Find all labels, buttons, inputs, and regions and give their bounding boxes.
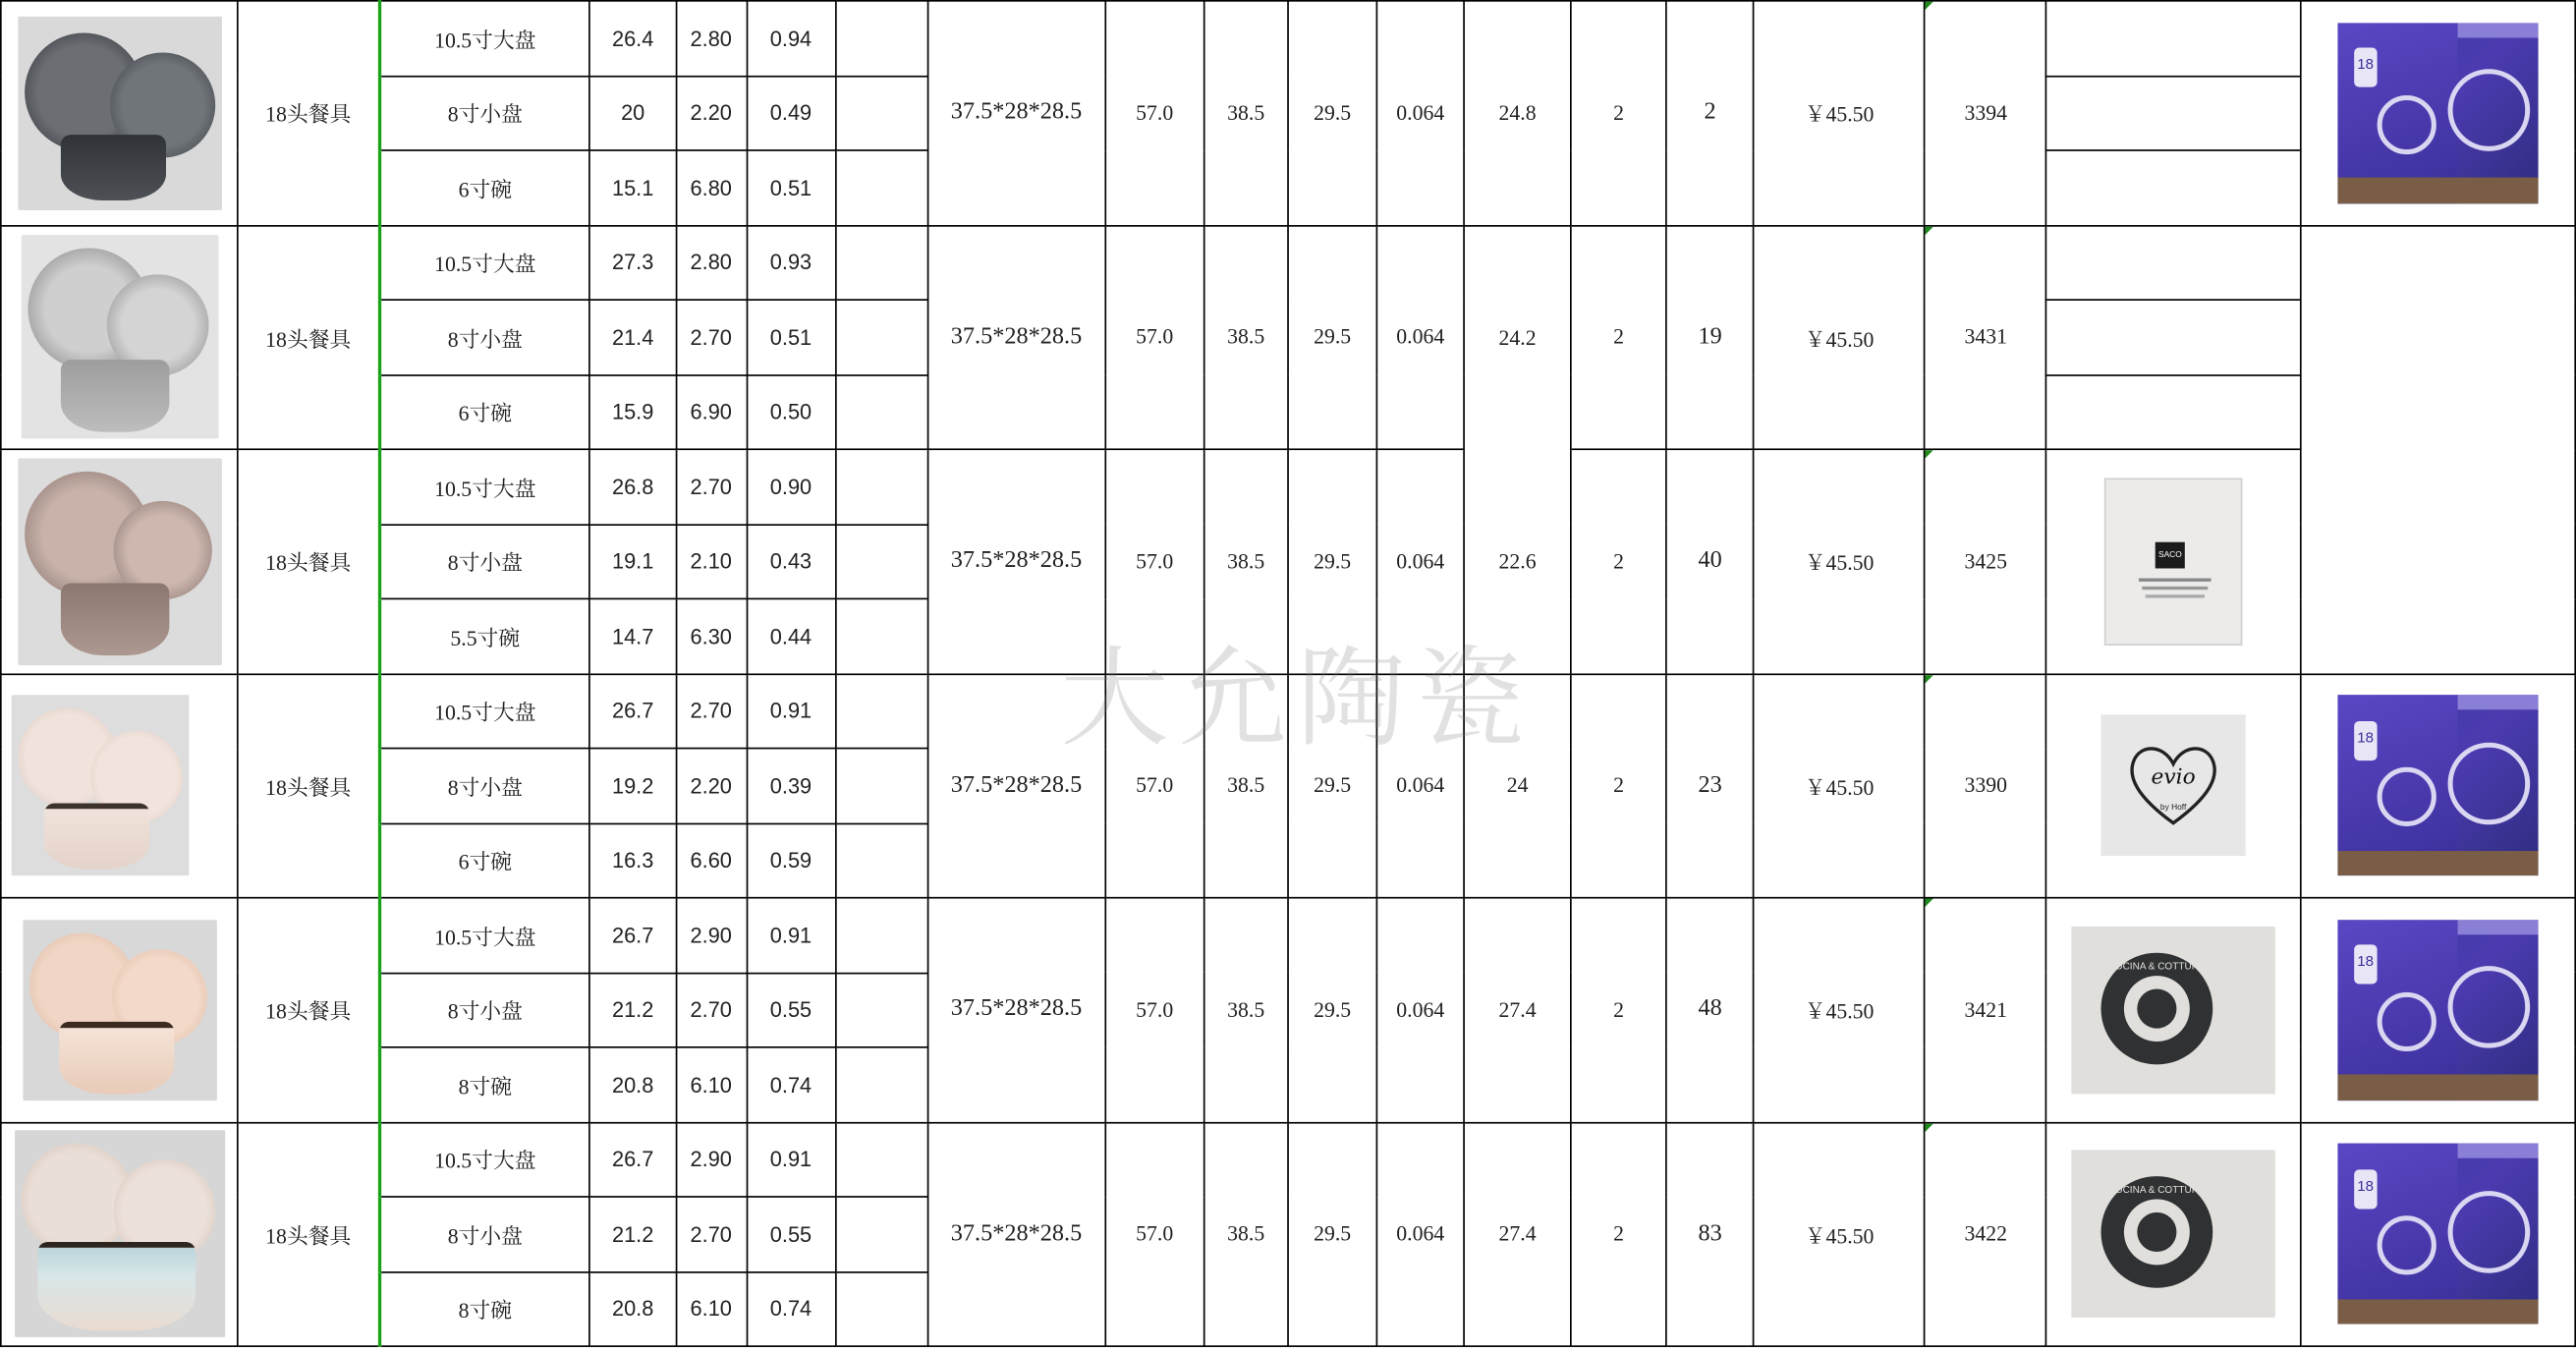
package-photo-cell	[2300, 225, 2575, 673]
item-height: 6.10	[676, 1047, 747, 1122]
price: ￥45.50	[1754, 449, 1925, 673]
item-diameter: 26.7	[590, 673, 676, 748]
table-row	[1, 449, 2575, 524]
item-name: 8寸小盘	[379, 76, 589, 150]
empty-cell	[835, 1047, 927, 1122]
item-height: 2.70	[676, 673, 747, 748]
price: ￥45.50	[1754, 898, 1925, 1122]
table-row	[1, 225, 2575, 300]
cucina-cottura-logo-icon	[2071, 1151, 2274, 1319]
cbm: 0.064	[1376, 898, 1464, 1122]
value-1: 57.0	[1105, 225, 1204, 449]
item-weight: 0.74	[747, 1047, 835, 1122]
empty-cell	[835, 225, 927, 300]
purple-gift-box-icon: 18	[2337, 23, 2538, 203]
gross-weight: 27.4	[1464, 1122, 1571, 1346]
price: ￥45.50	[1754, 673, 1925, 897]
value-1: 57.0	[1105, 1, 1204, 225]
item-weight: 0.93	[747, 225, 835, 300]
item-diameter: 26.8	[590, 449, 676, 524]
value-3: 29.5	[1288, 449, 1376, 673]
gross-weight: 22.6	[1464, 449, 1571, 673]
cbm: 0.064	[1376, 1122, 1464, 1346]
label-cell	[2046, 374, 2300, 449]
item-weight: 0.91	[747, 1122, 835, 1197]
evio-logo-icon	[2101, 715, 2246, 857]
item-name: 8寸碗	[379, 1047, 589, 1122]
set-name: 18头餐具	[238, 225, 379, 449]
item-height: 2.90	[676, 898, 747, 973]
quantity: 48	[1666, 898, 1754, 1122]
item-height: 2.70	[676, 300, 747, 374]
package-photo-cell	[2300, 1122, 2575, 1346]
item-name: 10.5寸大盘	[379, 1122, 589, 1197]
value-1: 57.0	[1105, 449, 1204, 673]
quantity: 2	[1666, 1, 1754, 225]
cbm: 0.064	[1376, 673, 1464, 897]
item-weight: 0.51	[747, 300, 835, 374]
item-height: 2.70	[676, 449, 747, 524]
label-cell	[2046, 898, 2300, 1122]
empty-cell	[835, 973, 927, 1047]
saco-label-icon: SACO	[2104, 478, 2243, 646]
label-cell	[2046, 673, 2300, 897]
package-photo-cell	[2300, 898, 2575, 1122]
item-diameter: 20.8	[590, 1271, 676, 1346]
item-weight: 0.94	[747, 1, 835, 76]
item-diameter: 16.3	[590, 823, 676, 898]
item-name: 10.5寸大盘	[379, 673, 589, 748]
table-row	[1, 1122, 2575, 1197]
empty-cell	[835, 598, 927, 673]
item-weight: 0.90	[747, 449, 835, 524]
value-2: 38.5	[1204, 1122, 1287, 1346]
empty-cell	[835, 1271, 927, 1346]
sets-per-carton: 2	[1571, 225, 1666, 449]
value-1: 57.0	[1105, 898, 1204, 1122]
value-2: 38.5	[1204, 449, 1287, 673]
product-photo-cell	[1, 673, 238, 897]
empty-cell	[835, 898, 927, 973]
item-diameter: 21.2	[590, 973, 676, 1047]
product-photo-cell	[1, 1, 238, 225]
empty-cell	[835, 300, 927, 374]
item-height: 2.20	[676, 749, 747, 823]
empty-cell	[835, 673, 927, 748]
svg-text:evio: evio	[2151, 764, 2196, 790]
item-diameter: 20.8	[590, 1047, 676, 1122]
svg-text:by Hoff: by Hoff	[2160, 802, 2187, 813]
gross-weight: 24.8	[1464, 1, 1571, 225]
label-cell	[2046, 449, 2300, 673]
item-code: 3422	[1925, 1122, 2046, 1346]
item-height: 6.80	[676, 150, 747, 225]
price: ￥45.50	[1754, 225, 1925, 449]
item-diameter: 15.1	[590, 150, 676, 225]
set-name: 18头餐具	[238, 898, 379, 1122]
value-1: 57.0	[1105, 1122, 1204, 1346]
item-height: 2.80	[676, 225, 747, 300]
package-photo-cell	[2300, 673, 2575, 897]
item-name: 8寸小盘	[379, 749, 589, 823]
quantity: 23	[1666, 673, 1754, 897]
empty-cell	[835, 524, 927, 598]
item-diameter: 19.2	[590, 749, 676, 823]
empty-cell	[835, 449, 927, 524]
empty-cell	[835, 1197, 927, 1271]
package-photo-cell	[2300, 1, 2575, 225]
item-name: 8寸小盘	[379, 300, 589, 374]
gross-weight: 24.2	[1464, 225, 1571, 449]
label-cell	[2046, 1122, 2300, 1346]
value-2: 38.5	[1204, 673, 1287, 897]
cbm: 0.064	[1376, 449, 1464, 673]
carton-size: 37.5*28*28.5	[927, 449, 1105, 673]
item-code: 3394	[1925, 1, 2046, 225]
empty-cell	[835, 374, 927, 449]
label-cell	[2046, 76, 2300, 150]
item-code: 3390	[1925, 673, 2046, 897]
item-weight: 0.39	[747, 749, 835, 823]
value-3: 29.5	[1288, 898, 1376, 1122]
label-cell	[2046, 225, 2300, 300]
item-weight: 0.91	[747, 898, 835, 973]
item-diameter: 21.4	[590, 300, 676, 374]
empty-cell	[835, 1, 927, 76]
set-name: 18头餐具	[238, 449, 379, 673]
item-height: 2.90	[676, 1122, 747, 1197]
sets-per-carton: 2	[1571, 673, 1666, 897]
set-name: 18头餐具	[238, 673, 379, 897]
quantity: 19	[1666, 225, 1754, 449]
item-diameter: 26.4	[590, 1, 676, 76]
value-3: 29.5	[1288, 1, 1376, 225]
sets-per-carton: 2	[1571, 449, 1666, 673]
empty-cell	[835, 823, 927, 898]
item-weight: 0.74	[747, 1271, 835, 1346]
value-1: 57.0	[1105, 673, 1204, 897]
item-name: 10.5寸大盘	[379, 225, 589, 300]
item-height: 2.70	[676, 973, 747, 1047]
empty-cell	[835, 1122, 927, 1197]
item-name: 5.5寸碗	[379, 598, 589, 673]
carton-size: 37.5*28*28.5	[927, 1, 1105, 225]
product-photo-cell	[1, 225, 238, 449]
item-height: 2.70	[676, 1197, 747, 1271]
item-weight: 0.43	[747, 524, 835, 598]
carton-size: 37.5*28*28.5	[927, 225, 1105, 449]
item-weight: 0.51	[747, 150, 835, 225]
item-weight: 0.91	[747, 673, 835, 748]
cbm: 0.064	[1376, 225, 1464, 449]
peach-rimmed-dinnerware-icon	[23, 920, 216, 1100]
set-name: 18头餐具	[238, 1, 379, 225]
product-photo-cell	[1, 1122, 238, 1346]
item-height: 2.80	[676, 1, 747, 76]
set-name: 18头餐具	[238, 1122, 379, 1346]
item-code: 3431	[1925, 225, 2046, 449]
item-weight: 0.49	[747, 76, 835, 150]
cream-rimmed-dinnerware-icon	[12, 696, 190, 876]
item-weight: 0.55	[747, 1197, 835, 1271]
table-row	[1, 1, 2575, 76]
watermark: 大允陶瓷	[1060, 636, 1535, 762]
item-height: 6.90	[676, 374, 747, 449]
purple-gift-box-icon: 18	[2337, 1144, 2538, 1324]
item-name: 6寸碗	[379, 150, 589, 225]
label-cell	[2046, 300, 2300, 374]
gross-weight: 27.4	[1464, 898, 1571, 1122]
carton-size: 37.5*28*28.5	[927, 673, 1105, 897]
gross-weight: 24	[1464, 673, 1571, 897]
item-diameter: 27.3	[590, 225, 676, 300]
item-weight: 0.59	[747, 823, 835, 898]
product-photo-cell	[1, 449, 238, 673]
item-height: 2.10	[676, 524, 747, 598]
purple-gift-box-icon: 18	[2337, 920, 2538, 1100]
pink-dinnerware-icon	[18, 458, 221, 665]
item-diameter: 26.7	[590, 898, 676, 973]
carton-size: 37.5*28*28.5	[927, 898, 1105, 1122]
item-name: 8寸小盘	[379, 1197, 589, 1271]
item-weight: 0.55	[747, 973, 835, 1047]
cbm: 0.064	[1376, 1, 1464, 225]
item-name: 6寸碗	[379, 823, 589, 898]
item-name: 8寸小盘	[379, 973, 589, 1047]
item-height: 2.20	[676, 76, 747, 150]
item-name: 10.5寸大盘	[379, 898, 589, 973]
price: ￥45.50	[1754, 1, 1925, 225]
item-diameter: 19.1	[590, 524, 676, 598]
item-diameter: 14.7	[590, 598, 676, 673]
item-code: 3425	[1925, 449, 2046, 673]
item-weight: 0.44	[747, 598, 835, 673]
blue-glaze-dinnerware-icon	[14, 1131, 224, 1338]
item-diameter: 21.2	[590, 1197, 676, 1271]
quantity: 40	[1666, 449, 1754, 673]
gray-speckled-dinnerware-icon	[18, 16, 221, 209]
value-2: 38.5	[1204, 225, 1287, 449]
table-row	[1, 673, 2575, 748]
item-name: 6寸碗	[379, 374, 589, 449]
item-height: 6.60	[676, 823, 747, 898]
item-name: 10.5寸大盘	[379, 1, 589, 76]
item-diameter: 26.7	[590, 1122, 676, 1197]
cucina-cottura-logo-icon	[2071, 927, 2274, 1095]
label-cell	[2046, 1, 2300, 76]
item-height: 6.10	[676, 1271, 747, 1346]
empty-cell	[835, 150, 927, 225]
svg-text:CUCINA & COTTURA: CUCINA & COTTURA	[2108, 1185, 2206, 1197]
value-3: 29.5	[1288, 225, 1376, 449]
price: ￥45.50	[1754, 1122, 1925, 1346]
quantity: 83	[1666, 1122, 1754, 1346]
empty-cell	[835, 749, 927, 823]
value-3: 29.5	[1288, 673, 1376, 897]
item-code: 3421	[1925, 898, 2046, 1122]
empty-cell	[835, 76, 927, 150]
value-2: 38.5	[1204, 898, 1287, 1122]
item-name: 8寸碗	[379, 1271, 589, 1346]
purple-gift-box-icon: 18	[2337, 696, 2538, 876]
svg-text:CUCINA & COTTURA: CUCINA & COTTURA	[2108, 961, 2206, 973]
item-diameter: 20	[590, 76, 676, 150]
sets-per-carton: 2	[1571, 898, 1666, 1122]
label-cell	[2046, 150, 2300, 225]
item-diameter: 15.9	[590, 374, 676, 449]
table-row	[1, 898, 2575, 973]
value-2: 38.5	[1204, 1, 1287, 225]
item-height: 6.30	[676, 598, 747, 673]
sets-per-carton: 2	[1571, 1, 1666, 225]
value-3: 29.5	[1288, 1122, 1376, 1346]
product-photo-cell	[1, 898, 238, 1122]
item-weight: 0.50	[747, 374, 835, 449]
sets-per-carton: 2	[1571, 1122, 1666, 1346]
carton-size: 37.5*28*28.5	[927, 1122, 1105, 1346]
item-name: 10.5寸大盘	[379, 449, 589, 524]
item-name: 8寸小盘	[379, 524, 589, 598]
white-speckled-dinnerware-icon	[21, 235, 218, 438]
